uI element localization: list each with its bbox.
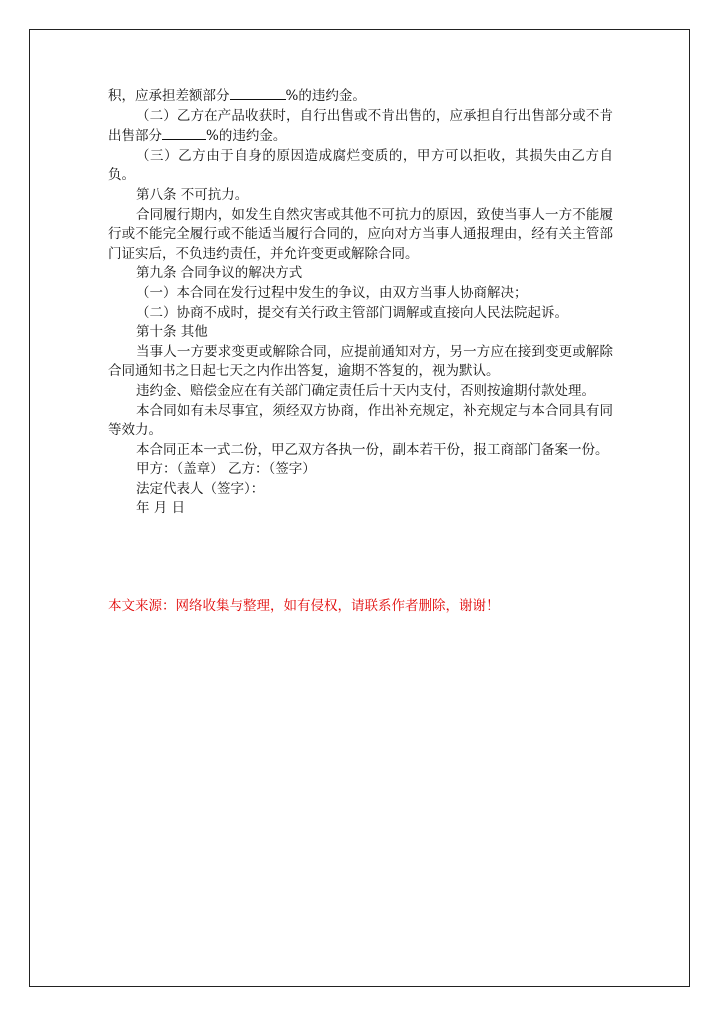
penalty-text-1a: 积，应承担差额部分 [108,88,230,104]
signature-date: 年 月 日 [136,500,186,517]
article-9-item-2: （二）协商不成时，提交有关行政主管部门调解或直接向人民法院起诉。 [136,304,568,321]
penalty-paragraph-1 [108,86,613,107]
article-8-body: 合同履行期内，如发生自然灾害或其他不可抗力的原因，致使当事人一方不能履行或不能完全履行或不能适当履行合同的，应向对方当事人通报理由，经有关主管部门证实后，不负违约责任，并允许变更或解除合同。 [108,206,613,262]
article-8-title: 第八条 不可抗力。 [136,186,249,203]
article-10-para-4: 本合同正本一式二份，甲乙双方各执一份，副本若干份，报工商部门备案一份。 [136,441,609,458]
article-10-para-1: 当事人一方要求变更或解除合同，应提前通知对方，另一方应在接到变更或解除合同通知书之日起七天之内作出答复，逾期不答复的，视为默认。 [108,343,613,380]
article-10-para-3: 本合同如有未尽事宜，须经双方协商，作出补充规定，补充规定与本合同具有同等效力。 [108,402,613,439]
blank-field-2 [162,126,206,140]
penalty-paragraph-3: （三）乙方由于自身的原因造成腐烂变质的，甲方可以拒收，其损失由乙方自负。 [108,147,613,184]
signature-parties: 甲方：（盖章） 乙方：（签字） [136,461,316,478]
blank-field-1 [230,86,286,100]
signature-representative: 法定代表人（签字）： [136,480,265,497]
article-10-para-2: 违约金、赔偿金应在有关部门确定责任后十天内支付，否则按逾期付款处理。 [136,382,595,399]
source-note: 本文来源：网络收集与整理，如有侵权，请联系作者删除，谢谢！ [108,598,500,614]
penalty-paragraph-2 [108,107,613,147]
penalty-text-2a: （二）乙方在产品收获时，自行出售或不肯出售的，应承担自行出售部分或不肯出售部分 [108,107,613,145]
contract-body [108,86,613,519]
article-9-title: 第九条 合同争议的解决方式 [136,265,303,282]
penalty-text-2b: %的违约金。 [206,128,287,145]
article-10-title: 第十条 其他 [136,324,208,341]
article-9-item-1: （一）本合同在发行过程中发生的争议，由双方当事人协商解决； [136,284,528,301]
penalty-text-1b: %的违约金。 [285,88,366,104]
